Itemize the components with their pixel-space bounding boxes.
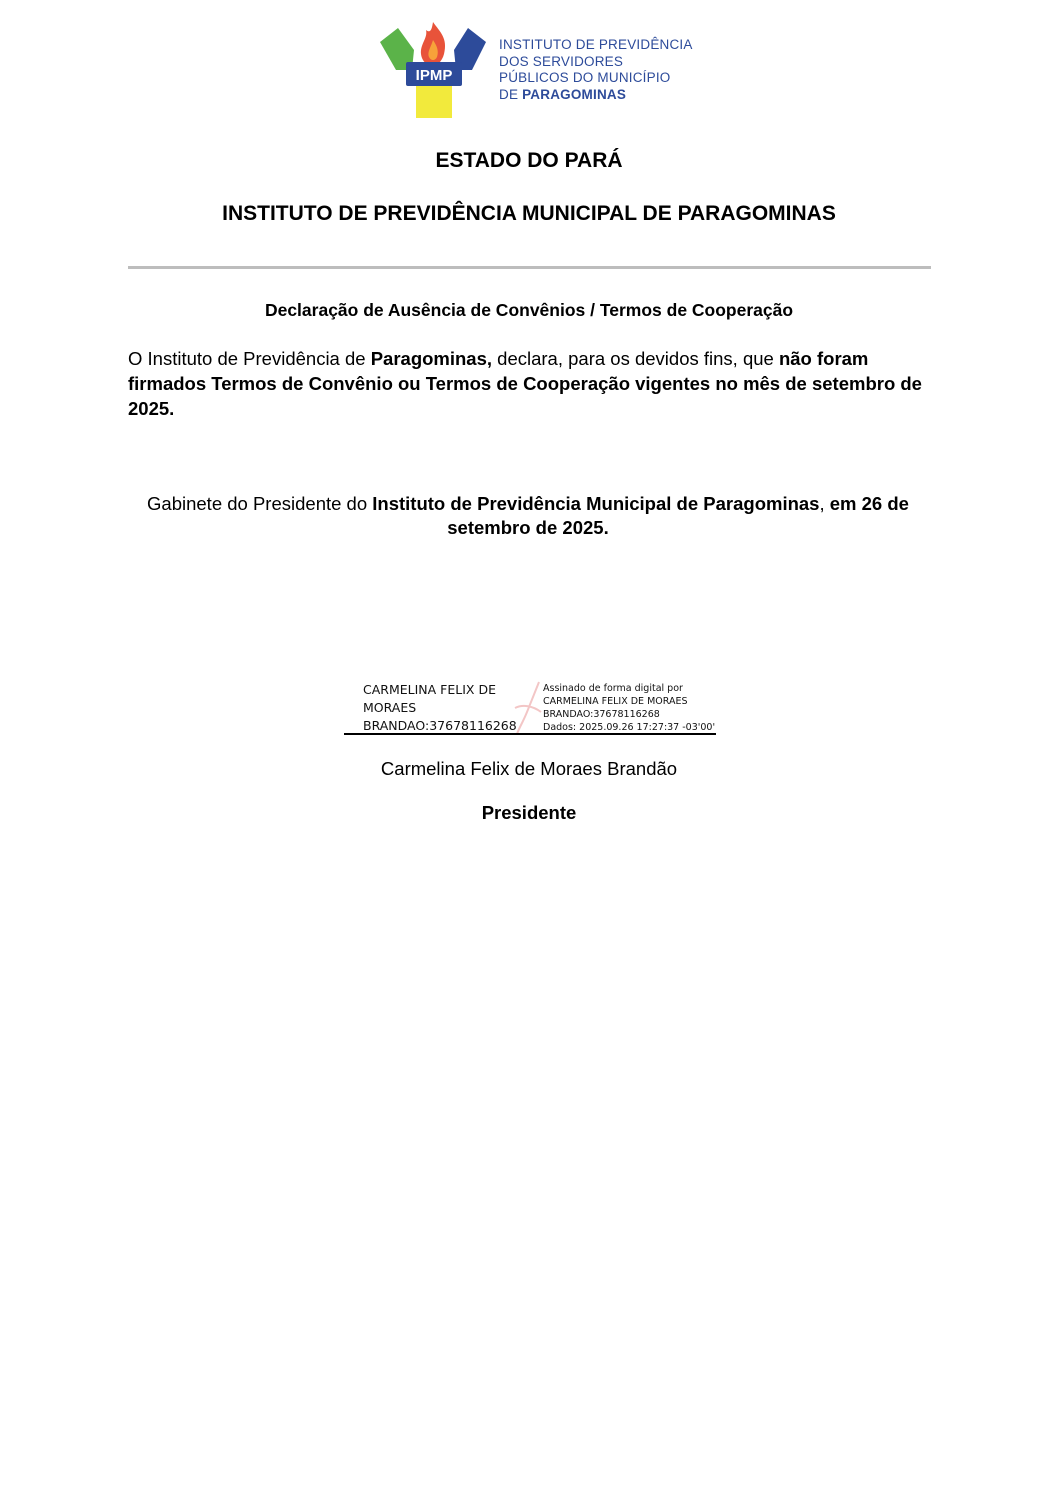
place-date (128, 492, 928, 539)
institute-heading: INSTITUTO DE PREVIDÊNCIA MUNICIPAL DE PARAGOMINAS (222, 202, 836, 225)
logo-acronym: IPMP (415, 67, 453, 84)
logo-line-4-prefix: DE (499, 86, 523, 102)
logo-line-3: PÚBLICOS DO MUNICÍPIO (499, 70, 671, 86)
ipmp-logo (378, 20, 698, 124)
ipmp-emblem-icon (378, 20, 490, 124)
declaration-text-2: declara, para os devidos fins, que (492, 348, 779, 369)
signature-name (363, 681, 517, 735)
place-date-institution: Instituto de Previdência Municipal de Paragominas (372, 493, 820, 514)
signature-name-line-2: MORAES (363, 700, 417, 715)
signature-info (543, 682, 715, 734)
signer-role: Presidente (481, 802, 577, 823)
declaration-body (128, 346, 928, 421)
declaration-text-1: O Instituto de Previdência de (128, 348, 371, 369)
signature-info-line-2: CARMELINA FELIX DE MORAES (543, 696, 688, 707)
declaration-bold-1: Paragominas, (370, 348, 493, 369)
logo-line-4-bold: PARAGOMINAS (522, 86, 627, 102)
logo-line-4 (499, 87, 693, 104)
signature-line (344, 733, 716, 735)
place-date-prefix: Gabinete do Presidente do (147, 493, 373, 514)
signature-name-line-3: BRANDAO:37678116268 (363, 718, 517, 733)
digital-signature (344, 676, 716, 736)
signature-info-line-3: BRANDAO:37678116268 (543, 709, 660, 720)
header-divider (128, 266, 931, 269)
logo-text (499, 37, 693, 103)
place-date-comma: , (819, 493, 830, 514)
declaration-bold-2: não foram firmados Termos de Convênio ou Termos de Cooperação vigentes no mês de setembro de 2025. (128, 348, 922, 419)
signer-name: Carmelina Felix de Moraes Brandão (380, 758, 678, 779)
signature-name-line-1: CARMELINA FELIX DE (363, 682, 496, 697)
state-heading: ESTADO DO PARÁ (435, 149, 623, 172)
place-date-date: em 26 de setembro de 2025. (447, 493, 909, 538)
declaration-title: Declaração de Ausência de Convênios / Termos de Cooperação (264, 300, 794, 320)
logo-line-1: INSTITUTO DE PREVIDÊNCIA (499, 37, 693, 52)
signature-info-line-1: Assinado de forma digital por (543, 683, 683, 694)
signature-info-line-4: Dados: 2025.09.26 17:27:37 -03'00' (543, 722, 716, 733)
logo-line-2: DOS SERVIDORES (499, 53, 624, 69)
